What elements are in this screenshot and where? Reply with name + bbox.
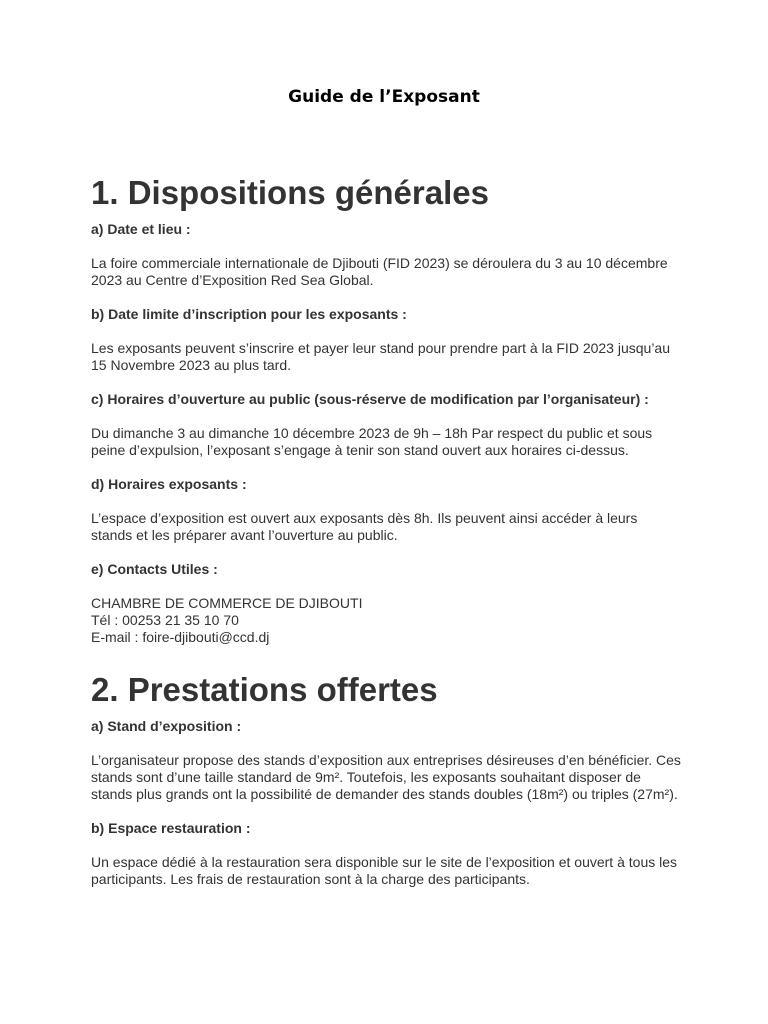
section-1-heading: 1. Dispositions générales bbox=[91, 174, 489, 211]
date-lieu-text: La foire commerciale internationale de Djibouti (FID 2023) se déroulera du 3 au 10 décembre 2023 au Centre d’Exposition Red Sea Global. bbox=[91, 255, 668, 288]
document-body bbox=[91, 170, 681, 888]
contacts-label: e) Contacts Utiles : bbox=[91, 561, 218, 577]
horaires-exposants-text: L’espace d’exposition est ouvert aux exposants dès 8h. Ils peuvent ainsi accéder à leurs stands et les préparer avant l’ouverture au public. bbox=[91, 510, 638, 543]
stand-exposition-label: a) Stand d’exposition : bbox=[91, 718, 242, 734]
horaires-exposants-label: d) Horaires exposants : bbox=[91, 476, 247, 492]
date-limite-label: b) Date limite d’inscription pour les exposants : bbox=[91, 306, 407, 322]
date-lieu-label: a) Date et lieu : bbox=[91, 221, 191, 237]
espace-restauration-text: Un espace dédié à la restauration sera disponible sur le site de l’exposition et ouvert à tous les participants. Les frais de restauration sont à la charge des participants. bbox=[91, 854, 678, 887]
stand-exposition-text: L’organisateur propose des stands d’exposition aux entreprises désireuses d’en bénéficier. Ces stands sont d’une taille standard de 9m². Toutefois, les exposants souhaitant disposer de stands plus grands ont la possibilité de demander des stands doubles (18m²) ou triples (27m²). bbox=[91, 752, 681, 802]
section-2-heading: 2. Prestations offertes bbox=[91, 671, 438, 708]
date-limite-text: Les exposants peuvent s’inscrire et payer leur stand pour prendre part à la FID 2023 jusqu’au 15 Novembre 2023 au plus tard. bbox=[91, 340, 671, 373]
horaires-public-text: Du dimanche 3 au dimanche 10 décembre 2023 de 9h – 18h Par respect du public et sous peine d’expulsion, l’exposant s’engage à tenir son stand ouvert aux horaires ci-dessus. bbox=[91, 425, 653, 458]
contact-email: E-mail : foire-djibouti@ccd.dj bbox=[91, 629, 270, 645]
document-title: Guide de l’Exposant bbox=[288, 87, 480, 107]
espace-restauration-label: b) Espace restauration : bbox=[91, 820, 251, 836]
contact-organization: CHAMBRE DE COMMERCE DE DJIBOUTI bbox=[91, 595, 363, 611]
horaires-public-label: c) Horaires d’ouverture au public (sous-réserve de modification par l’organisateur) : bbox=[91, 391, 649, 407]
contact-phone: Tél : 00253 21 35 10 70 bbox=[91, 612, 239, 628]
